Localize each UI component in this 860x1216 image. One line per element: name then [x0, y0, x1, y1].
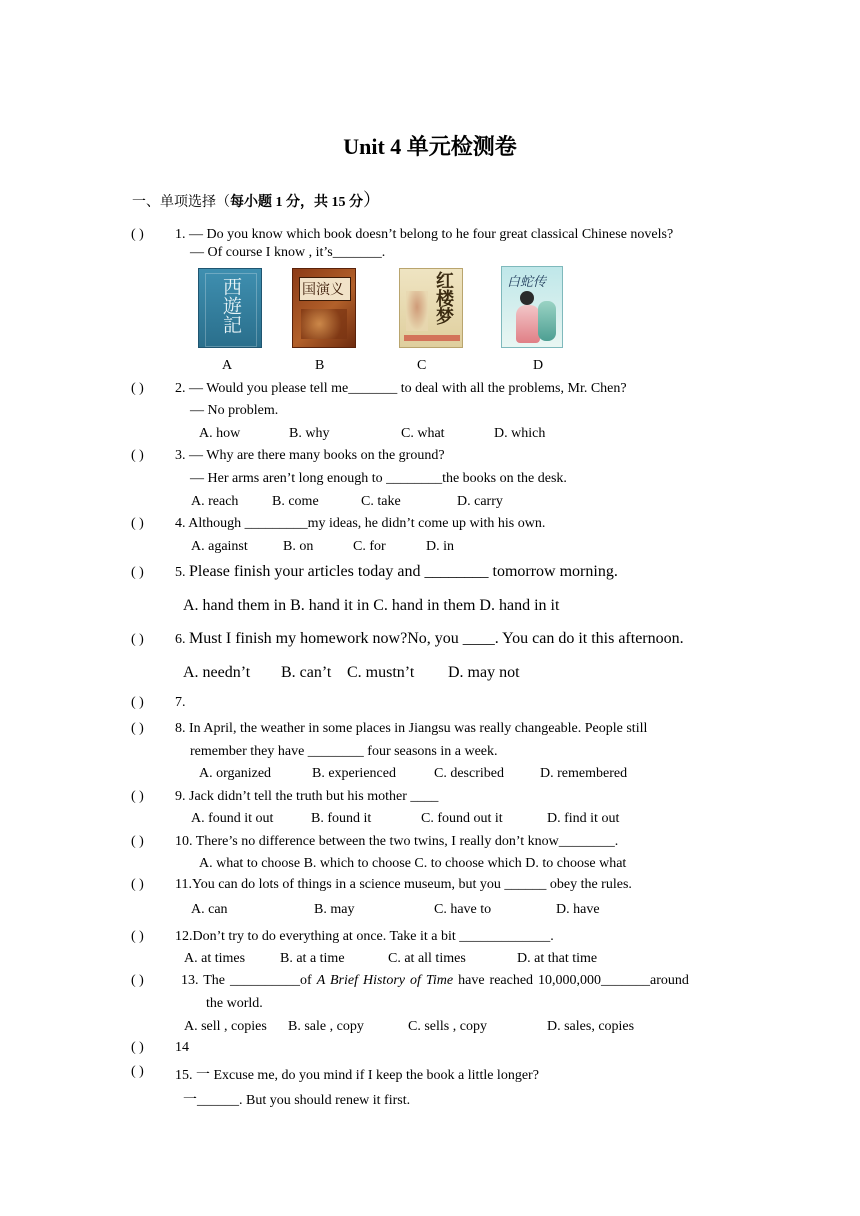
- q1-response: — Of course I know , it’s_______.: [190, 245, 386, 260]
- section-prefix: 一、单项选择（: [132, 195, 230, 210]
- q12-option-a: A. at times: [184, 951, 246, 966]
- q4-option-d: D. in: [426, 539, 454, 554]
- section-close-paren: ）: [363, 190, 381, 210]
- q15-stem: 15. 一 Excuse me, do you mind if I keep the book a little longer?: [175, 1068, 539, 1083]
- cover-b-title: 国演义: [302, 282, 344, 298]
- q15-response: 一______. But you should renew it first.: [183, 1093, 411, 1108]
- page-title: Unit 4 单元检测卷: [343, 134, 517, 159]
- q5-options: A. hand them in B. hand it in C. hand in them D. hand in it: [183, 597, 560, 614]
- q3-answer-paren: ( ): [131, 448, 144, 463]
- section-heading: [132, 186, 381, 212]
- q12-option-c: C. at all times: [388, 951, 466, 966]
- q10-options: A. what to choose B. which to choose C. to choose which D. to choose what: [199, 856, 627, 871]
- q6-option-a: A. needn’t: [183, 664, 251, 681]
- q6-option-b: B. can’t: [281, 664, 332, 681]
- q13-option-c: C. sells , copy: [408, 1019, 487, 1034]
- q9-option-a: A. found it out: [191, 811, 274, 826]
- q2-option-d: D. which: [494, 426, 546, 441]
- q6-option-d: D. may not: [448, 664, 520, 681]
- q4-option-b: B. on: [283, 539, 314, 554]
- q9-answer-paren: ( ): [131, 789, 144, 804]
- q5-stem: Please finish your articles today and ________ tomorrow morning.: [189, 563, 618, 580]
- q2-option-b: B. why: [289, 426, 330, 441]
- q2-option-c: C. what: [401, 426, 445, 441]
- q9-option-d: D. find it out: [547, 811, 620, 826]
- q10-answer-paren: ( ): [131, 834, 144, 849]
- q2-answer-paren: ( ): [131, 381, 144, 396]
- q6-option-c: C. mustn’t: [347, 664, 415, 681]
- q12-option-d: D. at that time: [517, 951, 598, 966]
- q6-answer-paren: ( ): [131, 632, 144, 647]
- q8-stem-cont: remember they have ________ four seasons in a week.: [190, 744, 498, 759]
- q3-option-a: A. reach: [191, 494, 239, 509]
- q11-option-c: C. have to: [434, 902, 492, 917]
- q13-stem-cont: the world.: [206, 996, 263, 1011]
- q13-book-title: A Brief History of Time: [316, 973, 454, 988]
- q13-stem: [181, 973, 689, 989]
- q8-option-d: D. remembered: [540, 766, 628, 781]
- cover-d-title: 白蛇传: [507, 275, 547, 290]
- q9-stem: 9. Jack didn’t tell the truth but his mother ____: [175, 789, 439, 804]
- q6-number: 6.: [175, 632, 186, 647]
- q4-answer-paren: ( ): [131, 516, 144, 531]
- q8-option-b: B. experienced: [312, 766, 396, 781]
- q13-option-d: D. sales, copies: [547, 1019, 635, 1034]
- q2-stem: 2. — Would you please tell me_______ to deal with all the problems, Mr. Chen?: [175, 381, 627, 396]
- q8-option-a: A. organized: [199, 766, 272, 781]
- q11-option-d: D. have: [556, 902, 600, 917]
- q3-option-c: C. take: [361, 494, 401, 509]
- q13-answer-paren: ( ): [131, 973, 144, 988]
- q12-answer-paren: ( ): [131, 929, 144, 944]
- cover-c-title: 红楼梦: [433, 271, 454, 325]
- q2-option-a: A. how: [199, 426, 241, 441]
- q14-answer-paren: ( ): [131, 1040, 144, 1055]
- q1-answer-paren: ( ): [131, 227, 144, 242]
- q13-stem-post: have reached 10,000,000_______around: [453, 973, 689, 988]
- q1-option-label-a: A: [222, 358, 233, 373]
- book-cover-b: [292, 268, 356, 348]
- q12-option-b: B. at a time: [280, 951, 345, 966]
- q8-answer-paren: ( ): [131, 721, 144, 736]
- q15-answer-paren: ( ): [131, 1064, 144, 1079]
- q10-stem: 10. There’s no difference between the two twins, I really don’t know________.: [175, 834, 619, 849]
- q3-option-b: B. come: [272, 494, 319, 509]
- q2-response: — No problem.: [190, 403, 279, 418]
- q8-option-c: C. described: [434, 766, 504, 781]
- q1-option-label-d: D: [533, 358, 544, 373]
- q11-stem: 11.You can do lots of things in a science museum, but you ______ obey the rules.: [175, 877, 632, 892]
- q3-stem: 3. — Why are there many books on the ground?: [175, 448, 445, 463]
- q5-number: 5.: [175, 565, 186, 580]
- q9-option-c: C. found out it: [421, 811, 503, 826]
- q13-stem-pre: 13. The __________of: [181, 973, 317, 988]
- q6-stem: Must I finish my homework now?No, you ____. You can do it this afternoon.: [189, 630, 684, 647]
- cover-a-title: 西遊記: [220, 277, 242, 334]
- q4-option-c: C. for: [353, 539, 386, 554]
- q11-option-a: A. can: [191, 902, 228, 917]
- q13-option-b: B. sale , copy: [288, 1019, 364, 1034]
- q9-option-b: B. found it: [311, 811, 372, 826]
- section-scoring: 每小题 1 分，共 15 分: [230, 195, 363, 210]
- q1-option-label-c: C: [417, 358, 427, 373]
- q4-option-a: A. against: [191, 539, 248, 554]
- q8-stem: 8. In April, the weather in some places in Jiangsu was really changeable. People still: [175, 721, 648, 736]
- q4-stem: 4. Although _________my ideas, he didn’t come up with his own.: [175, 516, 546, 531]
- q7-stem: 7.: [175, 695, 186, 710]
- q12-stem: 12.Don’t try to do everything at once. Take it a bit _____________.: [175, 929, 554, 944]
- book-cover-c: [399, 268, 463, 348]
- q5-answer-paren: ( ): [131, 565, 144, 580]
- q3-response: — Her arms aren’t long enough to ________the books on the desk.: [190, 471, 567, 486]
- q13-option-a: A. sell , copies: [184, 1019, 267, 1034]
- q7-answer-paren: ( ): [131, 695, 144, 710]
- q11-answer-paren: ( ): [131, 877, 144, 892]
- q3-option-d: D. carry: [457, 494, 503, 509]
- q1-option-label-b: B: [315, 358, 325, 373]
- book-cover-d: [501, 266, 563, 348]
- q11-option-b: B. may: [314, 902, 355, 917]
- q1-stem: 1. — Do you know which book doesn’t belong to he four great classical Chinese novels?: [175, 227, 674, 242]
- q14-stem: 14: [175, 1040, 189, 1055]
- book-cover-a: [198, 268, 262, 348]
